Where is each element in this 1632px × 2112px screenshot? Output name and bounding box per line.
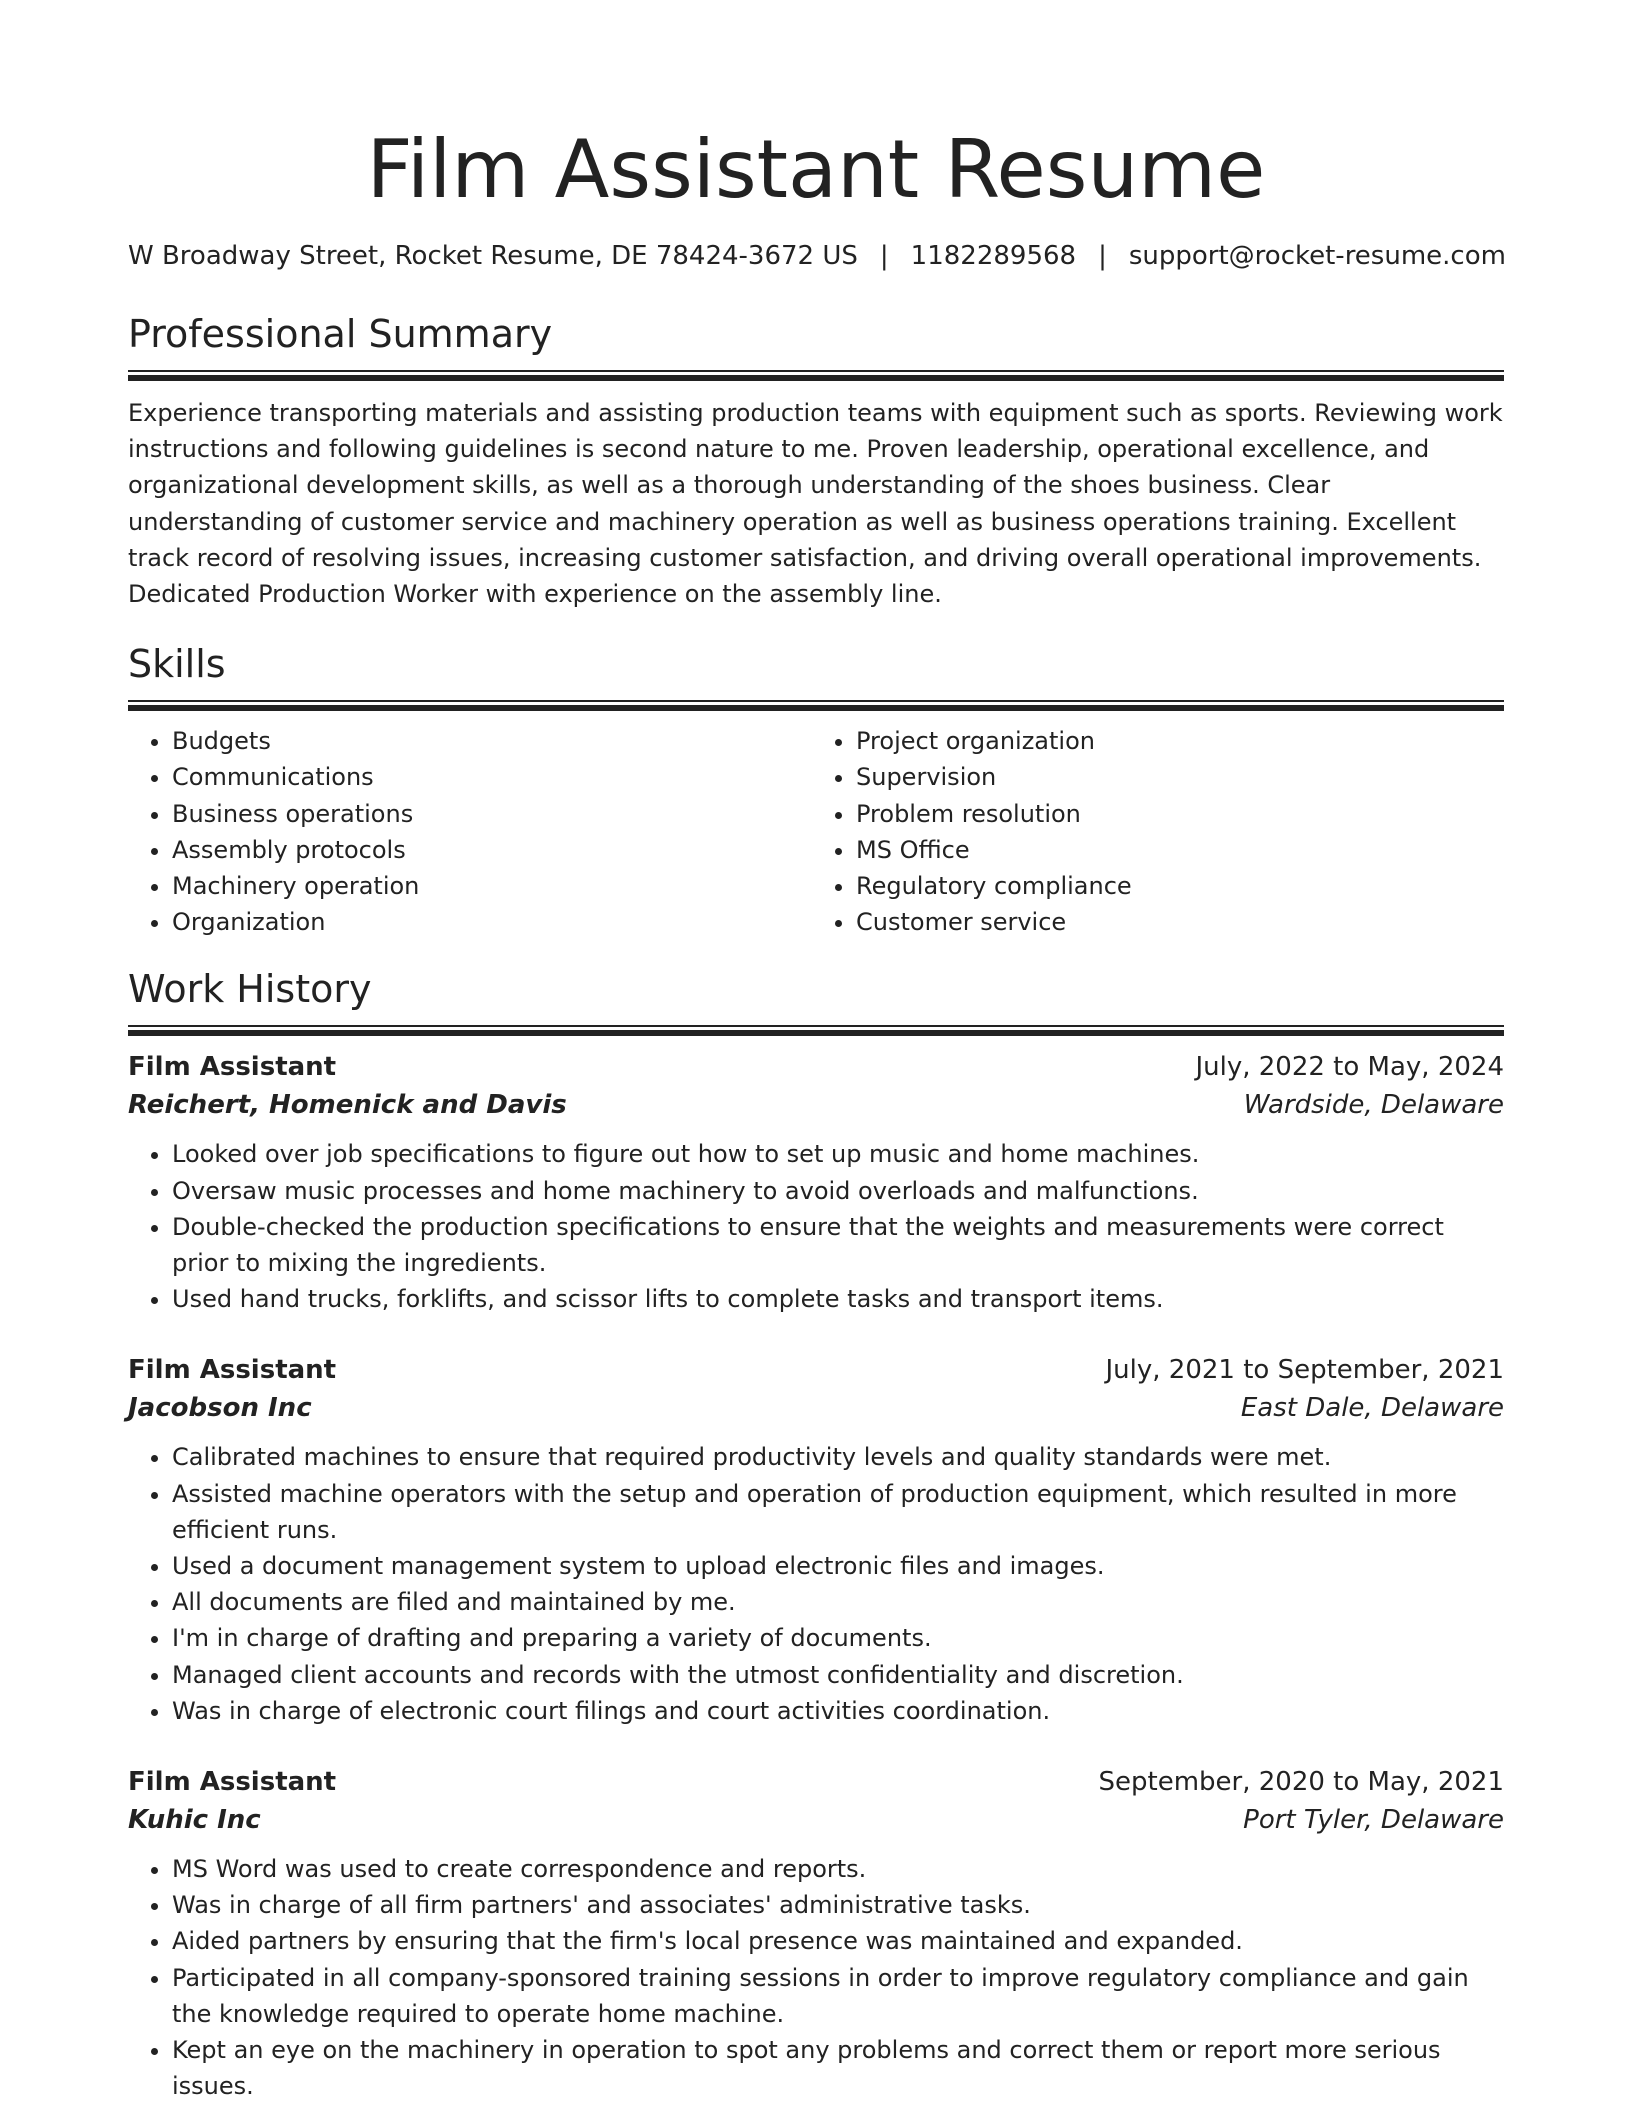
job-bullet: • MS Word was used to create correspondence and reports. bbox=[172, 1851, 1504, 1887]
contact-line bbox=[128, 240, 1504, 272]
summary-section bbox=[128, 310, 1504, 612]
job-dates: September, 2020 to May, 2021 bbox=[1098, 1767, 1504, 1798]
section-divider bbox=[128, 700, 1504, 711]
contact-email: support@rocket-resume.com bbox=[1128, 241, 1506, 271]
job-location: East Dale, Delaware bbox=[1240, 1393, 1504, 1424]
job-bullet: • Looked over job specifications to figure out how to set up music and home machines. bbox=[172, 1136, 1504, 1172]
job-bullet: • Was in charge of all firm partners' and associates' administrative tasks. bbox=[172, 1887, 1504, 1923]
job-dates: July, 2022 to May, 2024 bbox=[1195, 1052, 1504, 1083]
contact-phone: 1182289568 bbox=[910, 241, 1077, 271]
skill-item: • Organization bbox=[172, 904, 806, 940]
job-bullet: • Aided partners by ensuring that the firm's local presence was maintained and expanded. bbox=[172, 1923, 1504, 1959]
job-bullet: • Used hand trucks, forklifts, and scissor lifts to complete tasks and transport items. bbox=[172, 1281, 1504, 1317]
skill-item: • Machinery operation bbox=[172, 868, 806, 904]
job-bullet: • All documents are filed and maintained by me. bbox=[172, 1584, 1504, 1620]
job-entry bbox=[128, 1048, 1504, 1317]
contact-separator: | bbox=[1098, 241, 1107, 271]
skills-columns bbox=[128, 723, 1504, 940]
job-dates: July, 2021 to September, 2021 bbox=[1105, 1355, 1504, 1386]
work-history-heading: Work History bbox=[128, 967, 372, 1012]
skill-item: • Business operations bbox=[172, 796, 806, 832]
job-title: Film Assistant bbox=[128, 1052, 337, 1083]
skill-item: • Customer service bbox=[856, 904, 1490, 940]
job-bullet: • Was in charge of electronic court filings and court activities coordination. bbox=[172, 1693, 1504, 1729]
job-bullet: • Managed client accounts and records with the utmost confidentiality and discretion. bbox=[172, 1657, 1504, 1693]
resume-title: Film Assistant Resume bbox=[366, 123, 1266, 216]
job-location: Port Tyler, Delaware bbox=[1243, 1805, 1504, 1836]
job-bullets bbox=[128, 1439, 1504, 1729]
skill-item: • Assembly protocols bbox=[172, 832, 806, 868]
summary-heading: Professional Summary bbox=[128, 312, 553, 356]
summary-text: Experience transporting materials and assisting production teams with equipment such as sports. Reviewing work instructions and following guidelines is second nature to me. Proven leadership, operational excellence, and organizational development skills, as well as a thorough understanding of the shoes business. Clear understanding of customer service and machinery operation as well as business operations training. Excellent track record of resolving issues, increasing customer satisfaction, and driving overall operational improvements. Dedicated Production Worker with experience on the assembly line. bbox=[128, 399, 1503, 609]
resume-page bbox=[128, 0, 1504, 2105]
skill-item: • Supervision bbox=[856, 759, 1490, 795]
job-company: Jacobson Inc bbox=[128, 1393, 312, 1424]
job-bullet: • Assisted machine operators with the setup and operation of production equipment, which resulted in more efficient runs. bbox=[172, 1476, 1504, 1548]
skill-item: • Regulatory compliance bbox=[856, 868, 1490, 904]
job-bullet: • Calibrated machines to ensure that required productivity levels and quality standards were met. bbox=[172, 1439, 1504, 1475]
contact-separator: | bbox=[879, 241, 889, 271]
section-divider bbox=[128, 370, 1504, 381]
job-bullet: • Kept an eye on the machinery in operation to spot any problems and correct them or report more serious issues. bbox=[172, 2032, 1504, 2104]
job-company: Kuhic Inc bbox=[128, 1805, 261, 1836]
skills-list-right bbox=[806, 723, 1490, 940]
section-divider bbox=[128, 1025, 1504, 1036]
job-bullets bbox=[128, 1136, 1504, 1317]
job-bullet: • Oversaw music processes and home machinery to avoid overloads and malfunctions. bbox=[172, 1173, 1504, 1209]
skill-item: • Budgets bbox=[172, 723, 806, 759]
skills-section bbox=[128, 640, 1504, 940]
contact-address: W Broadway Street, Rocket Resume, DE 78424-3672 US bbox=[128, 241, 858, 271]
skills-heading: Skills bbox=[128, 642, 226, 687]
skill-item: • MS Office bbox=[856, 832, 1490, 868]
job-bullet: • Used a document management system to upload electronic files and images. bbox=[172, 1548, 1504, 1584]
job-entry bbox=[128, 1763, 1504, 2104]
work-history-section bbox=[128, 965, 1504, 2104]
skill-item: • Communications bbox=[172, 759, 806, 795]
job-bullet: • Participated in all company-sponsored training sessions in order to improve regulatory compliance and gain the knowledge required to operate home machine. bbox=[172, 1960, 1504, 2032]
job-company: Reichert, Homenick and Davis bbox=[128, 1090, 567, 1121]
job-bullets bbox=[128, 1851, 1504, 2104]
job-title: Film Assistant bbox=[128, 1767, 337, 1798]
skill-item: • Problem resolution bbox=[856, 796, 1490, 832]
job-bullet: • I'm in charge of drafting and preparing a variety of documents. bbox=[172, 1620, 1504, 1656]
skill-item: • Project organization bbox=[856, 723, 1490, 759]
job-title: Film Assistant bbox=[128, 1355, 337, 1386]
job-location: Wardside, Delaware bbox=[1243, 1090, 1504, 1121]
job-entry bbox=[128, 1351, 1504, 1729]
job-bullet: • Double-checked the production specifications to ensure that the weights and measurements were correct prior to mixing the ingredients. bbox=[172, 1209, 1504, 1281]
skills-list-left bbox=[128, 723, 806, 940]
